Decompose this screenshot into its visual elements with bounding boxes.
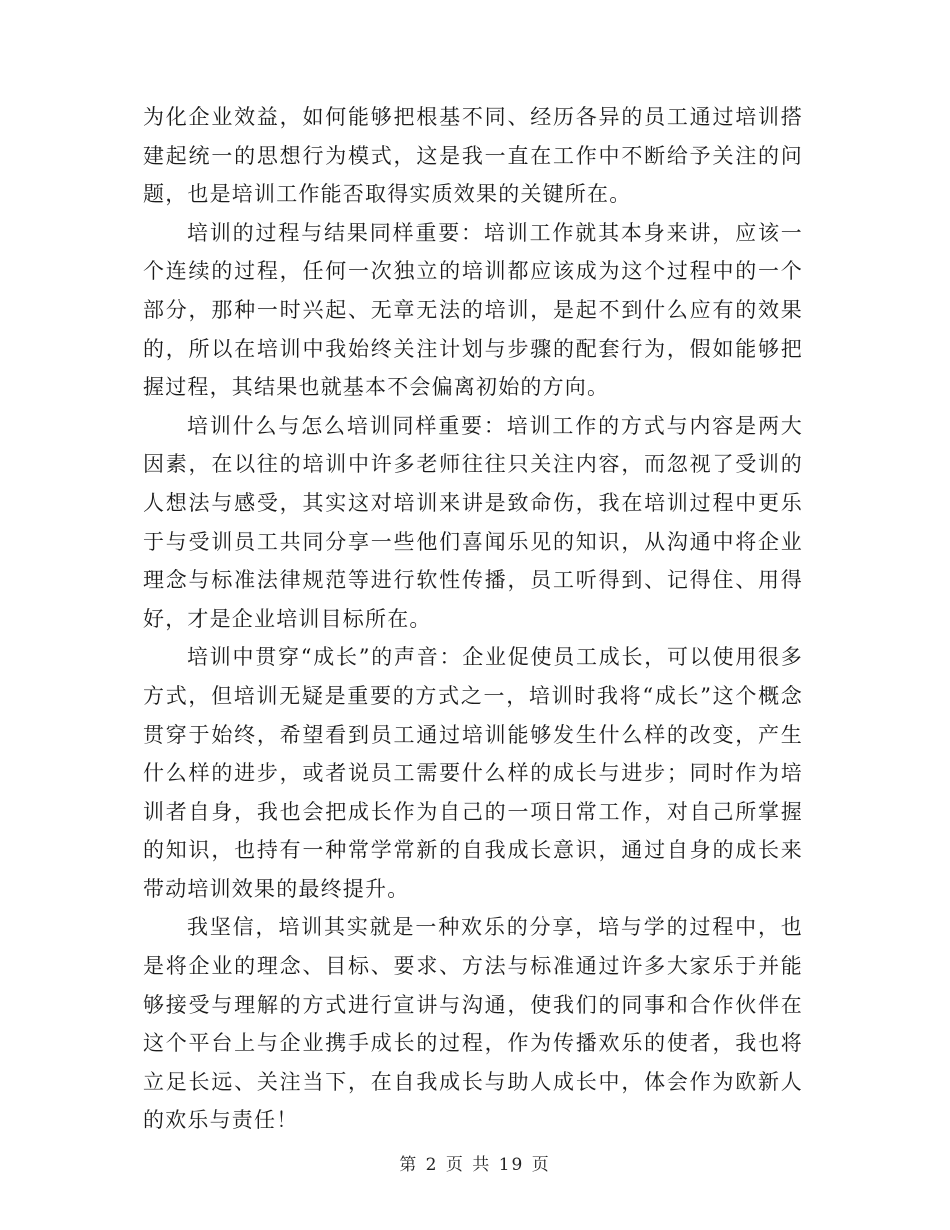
document-body <box>143 98 803 1140</box>
paragraph-conclusion: 我坚信，培训其实就是一种欢乐的分享，培与学的过程中，也是将企业的理念、目标、要求、方法与标准通过许多大家乐于并能够接受与理解的方式进行宣讲与沟通，使我们的同事和合作伙伴在这个平台上与企业携手成长的过程，作为传播欢乐的使者，我也将立足长远、关注当下，在自我成长与助人成长中，体会作为欧新人的欢乐与责任！ <box>143 915 803 1133</box>
paragraph-growth: 培训中贯穿“成长”的声音：企业促使员工成长，可以使用很多方式，但培训无疑是重要的方式之一，培训时我将“成长”这个概念贯穿于始终，希望看到员工通过培训能够发生什么样的改变，产生什么样的进步，或者说员工需要什么样的成长与进步；同时作为培训者自身，我也会把成长作为自己的一项日常工作，对自己所掌握的知识，也持有一种常学常新的自我成长意识，通过自身的成长来带动培训效果的最终提升。 <box>143 645 803 901</box>
paragraph-what-and-how: 培训什么与怎么培训同样重要：培训工作的方式与内容是两大因素，在以往的培训中许多老师往往只关注内容，而忽视了受训的人想法与感受，其实这对培训来讲是致命伤，我在培训过程中更乐于与受训员工共同分享一些他们喜闻乐见的知识，从沟通中将企业理念与标准法律规范等进行软性传播，员工听得到、记得住、用得好，才是企业培训目标所在。 <box>143 413 803 631</box>
page-number-footer: 第 2 页 共 19 页 <box>399 1155 551 1175</box>
paragraph-process-and-result: 培训的过程与结果同样重要：培训工作就其本身来讲，应该一个连续的过程，任何一次独立的培训都应该成为这个过程中的一个部分，那种一时兴起、无章无法的培训，是起不到什么应有的效果的，所以在培训中我始终关注计划与步骤的配套行为，假如能够把握过程，其结果也就基本不会偏离初始的方向。 <box>143 220 803 400</box>
paragraph-continued: 为化企业效益，如何能够把根基不同、经历各异的员工通过培训搭建起统一的思想行为模式，这是我一直在工作中不断给予关注的问题，也是培训工作能否取得实质效果的关键所在。 <box>143 105 803 207</box>
